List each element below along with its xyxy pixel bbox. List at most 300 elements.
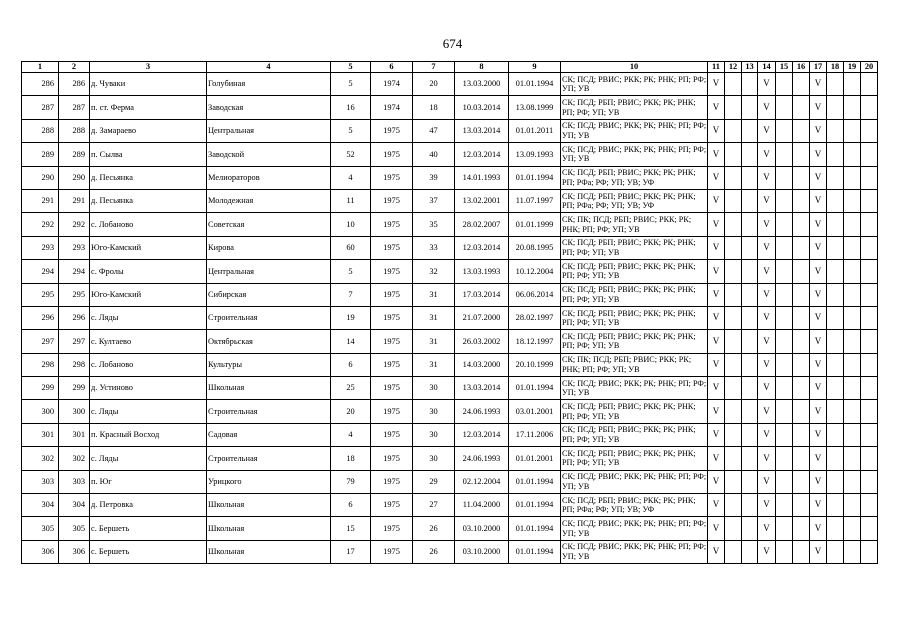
work-codes-cell: СК; ПК; ПСД; РБП; РВИС; РКК; РК; РНК; РП; РФ; УП; УВ: [561, 353, 708, 376]
work-codes-cell: СК; ПСД; РБП; РВИС; РКК; РК; РНК; РП; РФа; РФ; УП; УВ; УФ: [561, 166, 708, 189]
date-column-9-cell: 01.01.2011: [509, 119, 561, 142]
mark-column-18-cell: [827, 353, 844, 376]
object-number-cell: 306: [59, 540, 90, 563]
date-column-9-cell: 13.09.1993: [509, 143, 561, 166]
page-number: 674: [442, 36, 463, 51]
date-column-8-cell: 21.07.2000: [455, 306, 509, 329]
mark-column-11-cell: V: [708, 213, 725, 236]
mark-column-14-cell: V: [758, 470, 776, 493]
mark-column-11-cell: V: [708, 377, 725, 400]
mark-column-13-cell: [742, 96, 758, 119]
build-year-cell: 1975: [371, 517, 413, 540]
mark-column-11-cell: V: [708, 236, 725, 259]
date-column-8-cell: 12.03.2014: [455, 143, 509, 166]
mark-column-17-cell: V: [810, 377, 827, 400]
date-column-8-cell: 28.02.2007: [455, 213, 509, 236]
mark-column-11-cell: V: [708, 260, 725, 283]
build-year-cell: 1974: [371, 73, 413, 96]
mark-column-15-cell: [776, 470, 793, 493]
mark-column-20-cell: [861, 73, 878, 96]
column-7-cell: 47: [413, 119, 455, 142]
street-cell: Советская: [207, 213, 331, 236]
mark-column-18-cell: [827, 447, 844, 470]
mark-column-14-cell: V: [758, 73, 776, 96]
street-cell: Заводская: [207, 96, 331, 119]
date-column-9-cell: 01.01.1994: [509, 470, 561, 493]
mark-column-19-cell: [844, 283, 861, 306]
mark-column-17-cell: V: [810, 400, 827, 423]
mark-column-19-cell: [844, 330, 861, 353]
mark-column-12-cell: [725, 73, 742, 96]
date-column-9-cell: 01.01.1994: [509, 540, 561, 563]
mark-column-16-cell: [793, 213, 810, 236]
table-row: [22, 260, 878, 283]
mark-column-18-cell: [827, 260, 844, 283]
mark-column-13-cell: [742, 260, 758, 283]
object-number-cell: 298: [59, 353, 90, 376]
date-column-8-cell: 03.10.2000: [455, 517, 509, 540]
mark-column-18-cell: [827, 400, 844, 423]
mark-column-14-cell: V: [758, 447, 776, 470]
row-number-cell: 295: [22, 283, 59, 306]
table-row: [22, 330, 878, 353]
object-number-cell: 293: [59, 236, 90, 259]
settlement-cell: с. Бершеть: [90, 540, 207, 563]
settlement-cell: д. Песьянка: [90, 189, 207, 212]
date-column-8-cell: 11.04.2000: [455, 494, 509, 517]
house-number-cell: 20: [331, 400, 371, 423]
mark-column-14-cell: V: [758, 283, 776, 306]
column-header-14: 14: [758, 62, 776, 73]
work-codes-cell: СК; ПСД; РБП; РВИС; РКК; РК; РНК; РП; РФ; УП; УВ: [561, 400, 708, 423]
street-cell: Молодежная: [207, 189, 331, 212]
build-year-cell: 1975: [371, 236, 413, 259]
street-cell: Сибирская: [207, 283, 331, 306]
mark-column-11-cell: V: [708, 73, 725, 96]
mark-column-15-cell: [776, 330, 793, 353]
mark-column-18-cell: [827, 540, 844, 563]
mark-column-11-cell: V: [708, 166, 725, 189]
mark-column-12-cell: [725, 96, 742, 119]
column-7-cell: 30: [413, 400, 455, 423]
street-cell: Заводской: [207, 143, 331, 166]
mark-column-11-cell: V: [708, 283, 725, 306]
street-cell: Центральная: [207, 260, 331, 283]
mark-column-14-cell: V: [758, 377, 776, 400]
mark-column-14-cell: V: [758, 189, 776, 212]
mark-column-20-cell: [861, 260, 878, 283]
mark-column-16-cell: [793, 447, 810, 470]
mark-column-15-cell: [776, 96, 793, 119]
row-number-cell: 300: [22, 400, 59, 423]
mark-column-12-cell: [725, 260, 742, 283]
mark-column-13-cell: [742, 470, 758, 493]
mark-column-16-cell: [793, 189, 810, 212]
mark-column-14-cell: V: [758, 494, 776, 517]
build-year-cell: 1975: [371, 143, 413, 166]
build-year-cell: 1975: [371, 353, 413, 376]
mark-column-17-cell: V: [810, 447, 827, 470]
mark-column-13-cell: [742, 306, 758, 329]
mark-column-20-cell: [861, 189, 878, 212]
mark-column-18-cell: [827, 517, 844, 540]
street-cell: Мелиораторов: [207, 166, 331, 189]
date-column-9-cell: 17.11.2006: [509, 423, 561, 446]
mark-column-17-cell: V: [810, 353, 827, 376]
object-number-cell: 303: [59, 470, 90, 493]
column-header-4: 4: [207, 62, 331, 73]
settlement-cell: с. Ляды: [90, 447, 207, 470]
settlement-cell: п. Сылва: [90, 143, 207, 166]
object-number-cell: 299: [59, 377, 90, 400]
mark-column-14-cell: V: [758, 423, 776, 446]
mark-column-19-cell: [844, 353, 861, 376]
mark-column-16-cell: [793, 283, 810, 306]
mark-column-17-cell: V: [810, 330, 827, 353]
mark-column-15-cell: [776, 166, 793, 189]
work-codes-cell: СК; ПСД; РВИС; РКК; РК; РНК; РП; РФ; УП; УВ: [561, 143, 708, 166]
column-header-1: 1: [22, 62, 59, 73]
mark-column-12-cell: [725, 353, 742, 376]
object-number-cell: 296: [59, 306, 90, 329]
object-number-cell: 288: [59, 119, 90, 142]
mark-column-19-cell: [844, 306, 861, 329]
settlement-cell: с. Ляды: [90, 306, 207, 329]
mark-column-13-cell: [742, 330, 758, 353]
house-number-cell: 19: [331, 306, 371, 329]
mark-column-16-cell: [793, 260, 810, 283]
mark-column-13-cell: [742, 143, 758, 166]
mark-column-20-cell: [861, 166, 878, 189]
column-header-18: 18: [827, 62, 844, 73]
house-number-cell: 60: [331, 236, 371, 259]
mark-column-12-cell: [725, 470, 742, 493]
work-codes-cell: СК; ПСД; РБП; РВИС; РКК; РК; РНК; РП; РФ; УП; УВ: [561, 423, 708, 446]
row-number-cell: 302: [22, 447, 59, 470]
mark-column-14-cell: V: [758, 96, 776, 119]
mark-column-18-cell: [827, 166, 844, 189]
object-number-cell: 292: [59, 213, 90, 236]
mark-column-18-cell: [827, 213, 844, 236]
settlement-cell: с. Бершеть: [90, 517, 207, 540]
mark-column-16-cell: [793, 96, 810, 119]
mark-column-16-cell: [793, 377, 810, 400]
date-column-9-cell: 01.01.2001: [509, 447, 561, 470]
mark-column-12-cell: [725, 143, 742, 166]
mark-column-11-cell: V: [708, 96, 725, 119]
mark-column-19-cell: [844, 494, 861, 517]
column-7-cell: 37: [413, 189, 455, 212]
table-row: [22, 494, 878, 517]
table-row: [22, 213, 878, 236]
build-year-cell: 1975: [371, 119, 413, 142]
settlement-cell: д. Петровка: [90, 494, 207, 517]
mark-column-12-cell: [725, 400, 742, 423]
date-column-9-cell: 18.12.1997: [509, 330, 561, 353]
mark-column-20-cell: [861, 119, 878, 142]
house-number-cell: 25: [331, 377, 371, 400]
row-number-cell: 298: [22, 353, 59, 376]
mark-column-20-cell: [861, 330, 878, 353]
build-year-cell: 1975: [371, 189, 413, 212]
column-7-cell: 29: [413, 470, 455, 493]
mark-column-19-cell: [844, 143, 861, 166]
date-column-8-cell: 14.01.1993: [455, 166, 509, 189]
mark-column-18-cell: [827, 236, 844, 259]
table-row: [22, 400, 878, 423]
mark-column-19-cell: [844, 470, 861, 493]
mark-column-19-cell: [844, 189, 861, 212]
header-row: [22, 62, 878, 73]
mark-column-16-cell: [793, 517, 810, 540]
mark-column-18-cell: [827, 283, 844, 306]
mark-column-19-cell: [844, 540, 861, 563]
mark-column-18-cell: [827, 189, 844, 212]
street-cell: Культуры: [207, 353, 331, 376]
column-7-cell: 39: [413, 166, 455, 189]
street-cell: Центральная: [207, 119, 331, 142]
mark-column-20-cell: [861, 470, 878, 493]
mark-column-11-cell: V: [708, 540, 725, 563]
mark-column-13-cell: [742, 213, 758, 236]
mark-column-20-cell: [861, 236, 878, 259]
mark-column-15-cell: [776, 119, 793, 142]
date-column-8-cell: 26.03.2002: [455, 330, 509, 353]
mark-column-18-cell: [827, 143, 844, 166]
column-7-cell: 30: [413, 377, 455, 400]
mark-column-17-cell: V: [810, 166, 827, 189]
table-row: [22, 166, 878, 189]
date-column-8-cell: 12.03.2014: [455, 423, 509, 446]
work-codes-cell: СК; ПСД; РБП; РВИС; РКК; РК; РНК; РП; РФа; РФ; УП; УВ; УФ: [561, 189, 708, 212]
column-7-cell: 26: [413, 540, 455, 563]
build-year-cell: 1975: [371, 283, 413, 306]
build-year-cell: 1975: [371, 330, 413, 353]
mark-column-13-cell: [742, 283, 758, 306]
mark-column-11-cell: V: [708, 353, 725, 376]
row-number-cell: 304: [22, 494, 59, 517]
column-header-2: 2: [59, 62, 90, 73]
row-number-cell: 294: [22, 260, 59, 283]
mark-column-17-cell: V: [810, 213, 827, 236]
mark-column-13-cell: [742, 73, 758, 96]
date-column-9-cell: 10.12.2004: [509, 260, 561, 283]
table-row: [22, 96, 878, 119]
table-row: [22, 283, 878, 306]
mark-column-19-cell: [844, 400, 861, 423]
date-column-8-cell: 03.10.2000: [455, 540, 509, 563]
object-number-cell: 304: [59, 494, 90, 517]
column-header-7: 7: [413, 62, 455, 73]
column-7-cell: 31: [413, 353, 455, 376]
mark-column-18-cell: [827, 470, 844, 493]
date-column-9-cell: 20.10.1999: [509, 353, 561, 376]
date-column-9-cell: 20.08.1995: [509, 236, 561, 259]
mark-column-19-cell: [844, 119, 861, 142]
mark-column-16-cell: [793, 470, 810, 493]
mark-column-12-cell: [725, 189, 742, 212]
mark-column-15-cell: [776, 377, 793, 400]
mark-column-14-cell: V: [758, 260, 776, 283]
object-number-cell: 297: [59, 330, 90, 353]
row-number-cell: 293: [22, 236, 59, 259]
mark-column-12-cell: [725, 330, 742, 353]
mark-column-15-cell: [776, 283, 793, 306]
mark-column-14-cell: V: [758, 517, 776, 540]
house-number-cell: 4: [331, 166, 371, 189]
object-number-cell: 300: [59, 400, 90, 423]
mark-column-20-cell: [861, 400, 878, 423]
house-number-cell: 16: [331, 96, 371, 119]
mark-column-16-cell: [793, 119, 810, 142]
row-number-cell: 299: [22, 377, 59, 400]
street-cell: Урицкого: [207, 470, 331, 493]
house-number-cell: 6: [331, 494, 371, 517]
mark-column-11-cell: V: [708, 517, 725, 540]
street-cell: Школьная: [207, 377, 331, 400]
mark-column-15-cell: [776, 213, 793, 236]
mark-column-12-cell: [725, 540, 742, 563]
mark-column-15-cell: [776, 143, 793, 166]
mark-column-20-cell: [861, 306, 878, 329]
mark-column-19-cell: [844, 96, 861, 119]
table-row: [22, 189, 878, 212]
column-7-cell: 27: [413, 494, 455, 517]
work-codes-cell: СК; ПСД; РБП; РВИС; РКК; РК; РНК; РП; РФ; УП; УВ: [561, 236, 708, 259]
street-cell: Октябрьская: [207, 330, 331, 353]
mark-column-16-cell: [793, 494, 810, 517]
column-header-12: 12: [725, 62, 742, 73]
object-number-cell: 302: [59, 447, 90, 470]
column-header-17: 17: [810, 62, 827, 73]
house-number-cell: 14: [331, 330, 371, 353]
table-body: [22, 73, 878, 564]
build-year-cell: 1975: [371, 377, 413, 400]
street-cell: Строительная: [207, 400, 331, 423]
date-column-8-cell: 13.03.1993: [455, 260, 509, 283]
mark-column-12-cell: [725, 447, 742, 470]
mark-column-20-cell: [861, 494, 878, 517]
build-year-cell: 1975: [371, 540, 413, 563]
object-number-cell: 289: [59, 143, 90, 166]
object-number-cell: 287: [59, 96, 90, 119]
mark-column-14-cell: V: [758, 143, 776, 166]
mark-column-11-cell: V: [708, 306, 725, 329]
mark-column-12-cell: [725, 119, 742, 142]
mark-column-13-cell: [742, 166, 758, 189]
build-year-cell: 1975: [371, 213, 413, 236]
mark-column-17-cell: V: [810, 96, 827, 119]
mark-column-20-cell: [861, 96, 878, 119]
mark-column-12-cell: [725, 213, 742, 236]
settlement-cell: с. Фролы: [90, 260, 207, 283]
column-7-cell: 31: [413, 330, 455, 353]
mark-column-11-cell: V: [708, 400, 725, 423]
column-7-cell: 40: [413, 143, 455, 166]
mark-column-17-cell: V: [810, 283, 827, 306]
street-cell: Кирова: [207, 236, 331, 259]
mark-column-15-cell: [776, 517, 793, 540]
build-year-cell: 1975: [371, 470, 413, 493]
mark-column-17-cell: V: [810, 236, 827, 259]
build-year-cell: 1975: [371, 400, 413, 423]
date-column-8-cell: 24.06.1993: [455, 400, 509, 423]
settlement-cell: д. Песьянка: [90, 166, 207, 189]
row-number-cell: 291: [22, 189, 59, 212]
object-number-cell: 286: [59, 73, 90, 96]
date-column-8-cell: 12.03.2014: [455, 236, 509, 259]
date-column-8-cell: 13.03.2000: [455, 73, 509, 96]
mark-column-16-cell: [793, 236, 810, 259]
mark-column-19-cell: [844, 213, 861, 236]
mark-column-14-cell: V: [758, 166, 776, 189]
mark-column-14-cell: V: [758, 400, 776, 423]
table-row: [22, 119, 878, 142]
mark-column-20-cell: [861, 283, 878, 306]
mark-column-16-cell: [793, 306, 810, 329]
mark-column-14-cell: V: [758, 119, 776, 142]
column-7-cell: 33: [413, 236, 455, 259]
work-codes-cell: СК; ПСД; РБП; РВИС; РКК; РК; РНК; РП; РФ; УП; УВ: [561, 96, 708, 119]
work-codes-cell: СК; ПСД; РВИС; РКК; РК; РНК; РП; РФ; УП; УВ: [561, 540, 708, 563]
mark-column-11-cell: V: [708, 494, 725, 517]
row-number-cell: 296: [22, 306, 59, 329]
mark-column-13-cell: [742, 236, 758, 259]
mark-column-14-cell: V: [758, 213, 776, 236]
mark-column-17-cell: V: [810, 260, 827, 283]
mark-column-13-cell: [742, 119, 758, 142]
mark-column-14-cell: V: [758, 306, 776, 329]
mark-column-16-cell: [793, 143, 810, 166]
house-number-cell: 10: [331, 213, 371, 236]
settlement-cell: с. Култаево: [90, 330, 207, 353]
column-7-cell: 31: [413, 283, 455, 306]
mark-column-20-cell: [861, 447, 878, 470]
mark-column-20-cell: [861, 213, 878, 236]
work-codes-cell: СК; ПСД; РБП; РВИС; РКК; РК; РНК; РП; РФ; УП; УВ: [561, 260, 708, 283]
mark-column-19-cell: [844, 260, 861, 283]
settlement-cell: п. Красный Восход: [90, 423, 207, 446]
column-7-cell: 31: [413, 306, 455, 329]
work-codes-cell: СК; ПСД; РБП; РВИС; РКК; РК; РНК; РП; РФ; УП; УВ: [561, 330, 708, 353]
mark-column-15-cell: [776, 306, 793, 329]
mark-column-12-cell: [725, 166, 742, 189]
date-column-8-cell: 13.03.2014: [455, 377, 509, 400]
mark-column-17-cell: V: [810, 73, 827, 96]
mark-column-17-cell: V: [810, 189, 827, 212]
mark-column-16-cell: [793, 423, 810, 446]
mark-column-20-cell: [861, 377, 878, 400]
column-header-11: 11: [708, 62, 725, 73]
mark-column-20-cell: [861, 423, 878, 446]
mark-column-19-cell: [844, 73, 861, 96]
mark-column-13-cell: [742, 540, 758, 563]
row-number-cell: 287: [22, 96, 59, 119]
column-header-8: 8: [455, 62, 509, 73]
row-number-cell: 292: [22, 213, 59, 236]
column-header-19: 19: [844, 62, 861, 73]
column-header-16: 16: [793, 62, 810, 73]
mark-column-17-cell: V: [810, 306, 827, 329]
date-column-9-cell: 01.01.1994: [509, 377, 561, 400]
house-number-cell: 52: [331, 143, 371, 166]
table-row: [22, 377, 878, 400]
build-year-cell: 1975: [371, 494, 413, 517]
house-number-cell: 5: [331, 260, 371, 283]
object-number-cell: 305: [59, 517, 90, 540]
mark-column-16-cell: [793, 400, 810, 423]
column-7-cell: 26: [413, 517, 455, 540]
